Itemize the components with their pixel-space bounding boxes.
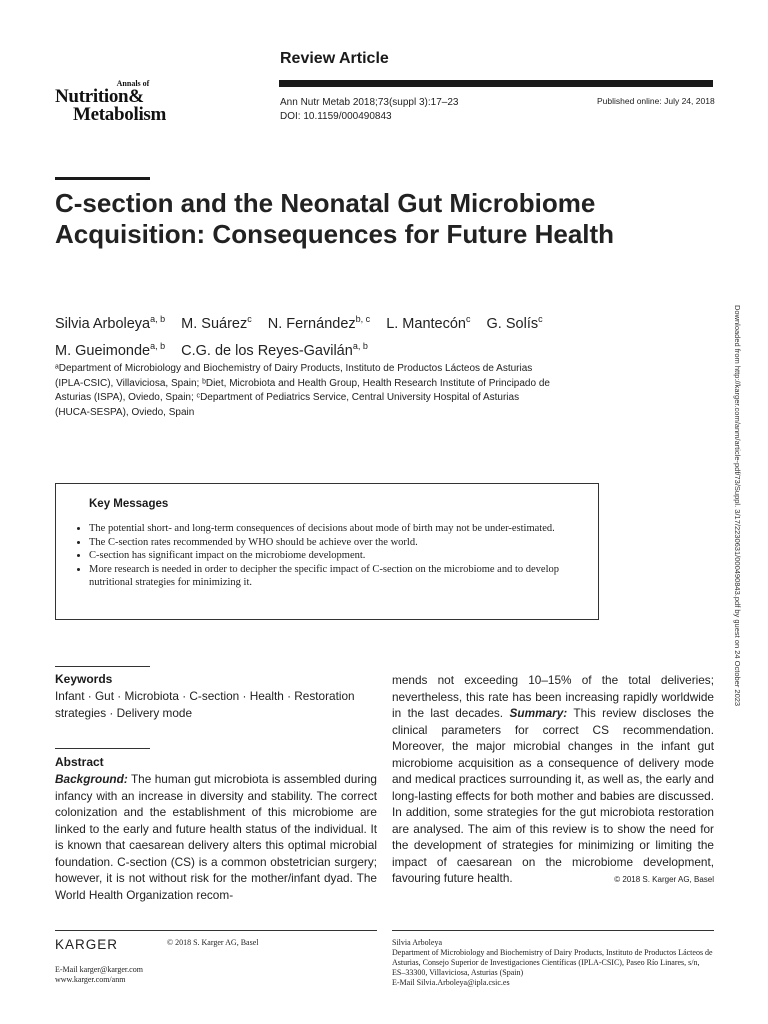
publisher-logo[interactable]: KARGER xyxy=(55,937,119,952)
download-watermark: Downloaded from http://karger.com/anm/article-pdf/73/Suppl. 3/17/2230631/000490843.pdf by guest on 24 October 2023 xyxy=(733,305,742,707)
author-5[interactable]: G. Solís$^c$ xyxy=(486,314,543,332)
key-messages-list xyxy=(76,522,599,590)
footer-rule-right xyxy=(392,930,714,931)
key-messages-heading: Key Messages xyxy=(89,498,169,510)
abstract-rule xyxy=(55,748,150,749)
key-message-item: • More research is needed in order to decipher the specific impact of C-section on the microbiome and to develop nutritional strategies for minimizing it. xyxy=(89,563,599,590)
summary-label: Summary: xyxy=(509,706,568,720)
logo-metabolism: Metabolism xyxy=(73,104,167,125)
author-4[interactable]: L. Mantecón$^c$ xyxy=(386,314,471,332)
doi-link[interactable]: DOI: 10.1159/000490843 xyxy=(280,111,392,122)
background-text: The human gut microbiota is assembled during infancy with an increase in diversity and stability. The correct colonization and the establishment of this microbiome are linked to the early and future health status of the individual. It is known that caesarean delivery alters this optimal microbial foundation. C-section (CS) is a common obstetrician surgery; however, it is not without risk for the mother/infant dyad. The World Health Organization recom- xyxy=(55,772,377,902)
abstract-left-column xyxy=(55,771,377,903)
title-rule xyxy=(55,177,150,180)
journal-logo[interactable] xyxy=(55,80,185,124)
key-message-item: • The C-section rates recommended by WHO should be achieve over the world. xyxy=(89,536,599,550)
author-3[interactable]: N. Fernández$^{b, c}$ xyxy=(267,314,371,332)
corr-address: Department of Microbiology and Biochemistry of Dairy Products, Instituto de Productos Lácteos de Asturias, Consejo Superior de Investigaciones Científicas (IPLA-CSIC), Paseo Río Linares, s/n, ES–33300, Villaviciosa, Asturias (Spain) xyxy=(392,948,713,977)
author-7[interactable]: C.G. de los Reyes-Gavilán$^{a, b}$ xyxy=(181,340,368,359)
logo-annals: Annals of xyxy=(116,79,150,88)
article-title: C-section and the Neonatal Gut Microbiome Acquisition: Consequences for Future Health xyxy=(55,188,615,249)
logo-nutrition: Nutrition& xyxy=(55,86,144,107)
author-list xyxy=(55,308,615,362)
keywords-text: Infant · Gut · Microbiota · C-section · Health · Restoration strategies · Delivery mode xyxy=(55,689,355,720)
article-type: Review Article xyxy=(280,50,389,67)
published-date: Published online: July 24, 2018 xyxy=(597,96,715,106)
publisher-website[interactable]: www.karger.com/anm xyxy=(55,975,126,984)
corr-email[interactable]: E-Mail Silvia.Arboleya@ipla.csic.es xyxy=(392,978,510,987)
citation-block xyxy=(280,96,458,124)
author-2[interactable]: M. Suárez$^c$ xyxy=(181,314,252,332)
corr-name: Silvia Arboleya xyxy=(392,938,442,947)
citation: Ann Nutr Metab 2018;73(suppl 3):17–23 xyxy=(280,97,459,108)
publisher-email[interactable]: E-Mail karger@karger.com xyxy=(55,965,143,974)
abstract-copyright: © 2018 S. Karger AG, Basel xyxy=(614,875,714,884)
keywords-rule xyxy=(55,666,150,667)
abstract-heading: Abstract xyxy=(55,755,104,769)
background-label: Background: xyxy=(55,772,128,786)
footer-copyright: © 2018 S. Karger AG, Basel xyxy=(167,938,259,947)
keywords-heading: Keywords xyxy=(55,672,113,686)
affiliations: ᵃDepartment of Microbiology and Biochemistry of Dairy Products, Instituto de Productos Lácteos de Asturias (IPLA-CSIC), Villaviciosa, Spain; ᵇDiet, Microbiota and Health Group, Health Research Institute of Principado de Asturias (ISPA), Oviedo, Spain; ᶜDepartment of Pediatrics Service, Central University Hospital of Asturias (HUCA-SESPA), Oviedo, Spain xyxy=(55,363,550,418)
header-rule xyxy=(279,80,713,87)
author-6[interactable]: M. Gueimonde$^{a, b}$ xyxy=(55,340,166,359)
key-messages-box xyxy=(55,483,599,620)
correspondence xyxy=(392,938,714,988)
abstract-right-column xyxy=(392,672,714,889)
publisher-contact xyxy=(55,965,143,985)
key-message-item: • The potential short- and long-term consequences of decisions about mode of birth may not be under-estimated. xyxy=(89,522,599,536)
author-1[interactable]: Silvia Arboleya$^{a, b}$ xyxy=(55,314,166,332)
footer-rule-left xyxy=(55,930,377,931)
key-message-item: • C-section has significant impact on the microbiome development. xyxy=(89,549,599,563)
summary-text: This review discloses the clinical parameters for correct CS recommendation. Moreover, the major microbial changes in the infant gut microbiome acquisition as a consequence of delivery mode and medical practices surrounding it, as well as, the early and long-lasting effects for both mother and babies are discussed. In addition, some strategies for the gut microbiota restoration are analysed. The aim of this review is to show the need for the development of strategies for minimizing or limiting the impact of caesarean on the microbiome development, favouring future health. xyxy=(392,706,714,885)
abstract-continued: mends not exceeding 10–15% of the total deliveries; nevertheless, this rate has been increasing rapidly worldwide in the last decades. xyxy=(392,673,714,720)
